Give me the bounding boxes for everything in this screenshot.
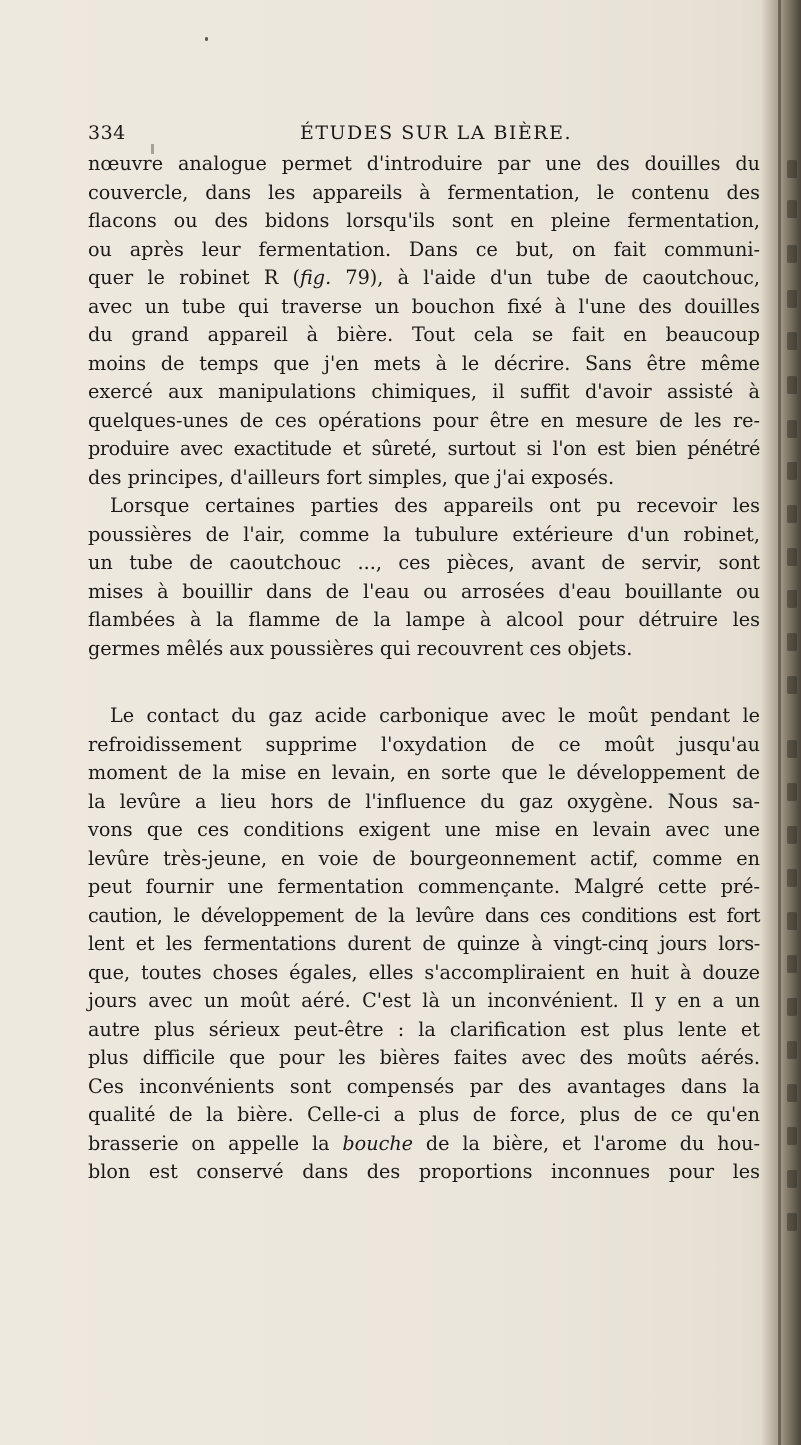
text-line: que, toutes choses égales, elles s'accompliraient en huit à douze [88,960,760,984]
text-line: Le contact du gaz acide carbonique avec le moût pendant le [110,704,760,727]
text-line: mises à bouillir dans de l'eau ou arrosées d'eau bouillante ou [88,579,760,603]
text-line: levûre très-jeune, en voie de bourgeonnement actif, comme en [88,846,760,870]
text-line: poussières de l'air, comme la tubulure extérieure d'un robinet, [88,522,760,546]
text-line: ou après leur fermentation. Dans ce but, on fait communi- [88,237,760,261]
text-line: Lorsque certaines parties des appareils ont pu recevoir les [110,494,760,517]
ink-speck [205,37,208,41]
paragraph-1 [88,150,760,492]
text-line: brasserie on appelle la bouche de la bière, et l'arome du hou- [88,1131,760,1155]
text-line: flacons ou des bidons lorsqu'ils sont en pleine fermentation, [88,209,760,232]
page-number: 334 [88,122,126,144]
text-line: du grand appareil à bière. Tout cela se fait en beaucoup [88,323,760,346]
text-line: exercé aux manipulations chimiques, il suffit d'avoir assisté à [88,380,760,403]
text-line: moins de temps que j'en mets à le décrire. Sans être même [88,351,760,375]
text-line: blon est conservé dans des proportions inconnues pour les [88,1160,760,1183]
text-line: la levûre a lieu hors de l'influence du gaz oxygène. Nous sa- [88,789,760,813]
text-line: refroidissement supprime l'oxydation de ce moût jusqu'au [88,732,760,756]
text-line: des principes, d'ailleurs fort simples, que j'ai exposés. [88,465,615,489]
text-line: autre plus sérieux peut-être : la clarification est plus lente et [88,1017,760,1041]
text-line: qualité de la bière. Celle-ci a plus de force, plus de ce qu'en [88,1103,760,1126]
text-line: avec un tube qui traverse un bouchon fixé à l'une des douilles [88,294,760,318]
text-line: nœuvre analogue permet d'introduire par une des douilles du [88,152,760,175]
text-line: peut fournir une fermentation commençante. Malgré cette pré- [88,875,760,898]
text-line: caution, le développement de la levûre dans ces conditions est fort [88,903,760,927]
text-line: germes mêlés aux poussières qui recouvrent ces objets. [88,636,633,660]
text-line: flambées à la flamme de la lampe à alcool pour détruire les [88,608,760,631]
text-line: quelques-unes de ces opérations pour être en mesure de les re- [88,408,760,432]
text-line: produire avec exactitude et sûreté, surtout si l'on est bien pénétré [88,437,760,460]
text-line: jours avec un moût aéré. C'est là un inconvénient. Il y en a un [88,989,760,1012]
text-line: Ces inconvénients sont compensés par des avantages dans la [88,1074,760,1098]
text-line: couvercle, dans les appareils à fermentation, le contenu des [88,180,760,204]
text-line: un tube de caoutchouc ..., ces pièces, avant de servir, sont [88,551,760,574]
running-title: ÉTUDES SUR LA BIÈRE. [300,122,573,144]
paragraph-2 [88,492,760,663]
text-line: vons que ces conditions exigent une mise en levain avec une [88,818,760,841]
paragraph-gap [88,663,760,702]
text-line: quer le robinet R (fig. 79), à l'aide d'un tube de caoutchouc, [88,266,760,289]
facing-page-bleed [763,0,801,1445]
text-line: plus difficile que pour les bières faites avec des moûts aérés. [88,1046,760,1069]
text-line: lent et les fermentations durent de quinze à vingt-cinq jours lors- [88,932,760,955]
paragraph-3 [88,702,760,1187]
body-text [88,142,760,1187]
text-line: moment de la mise en levain, en sorte que le développement de [88,761,760,784]
